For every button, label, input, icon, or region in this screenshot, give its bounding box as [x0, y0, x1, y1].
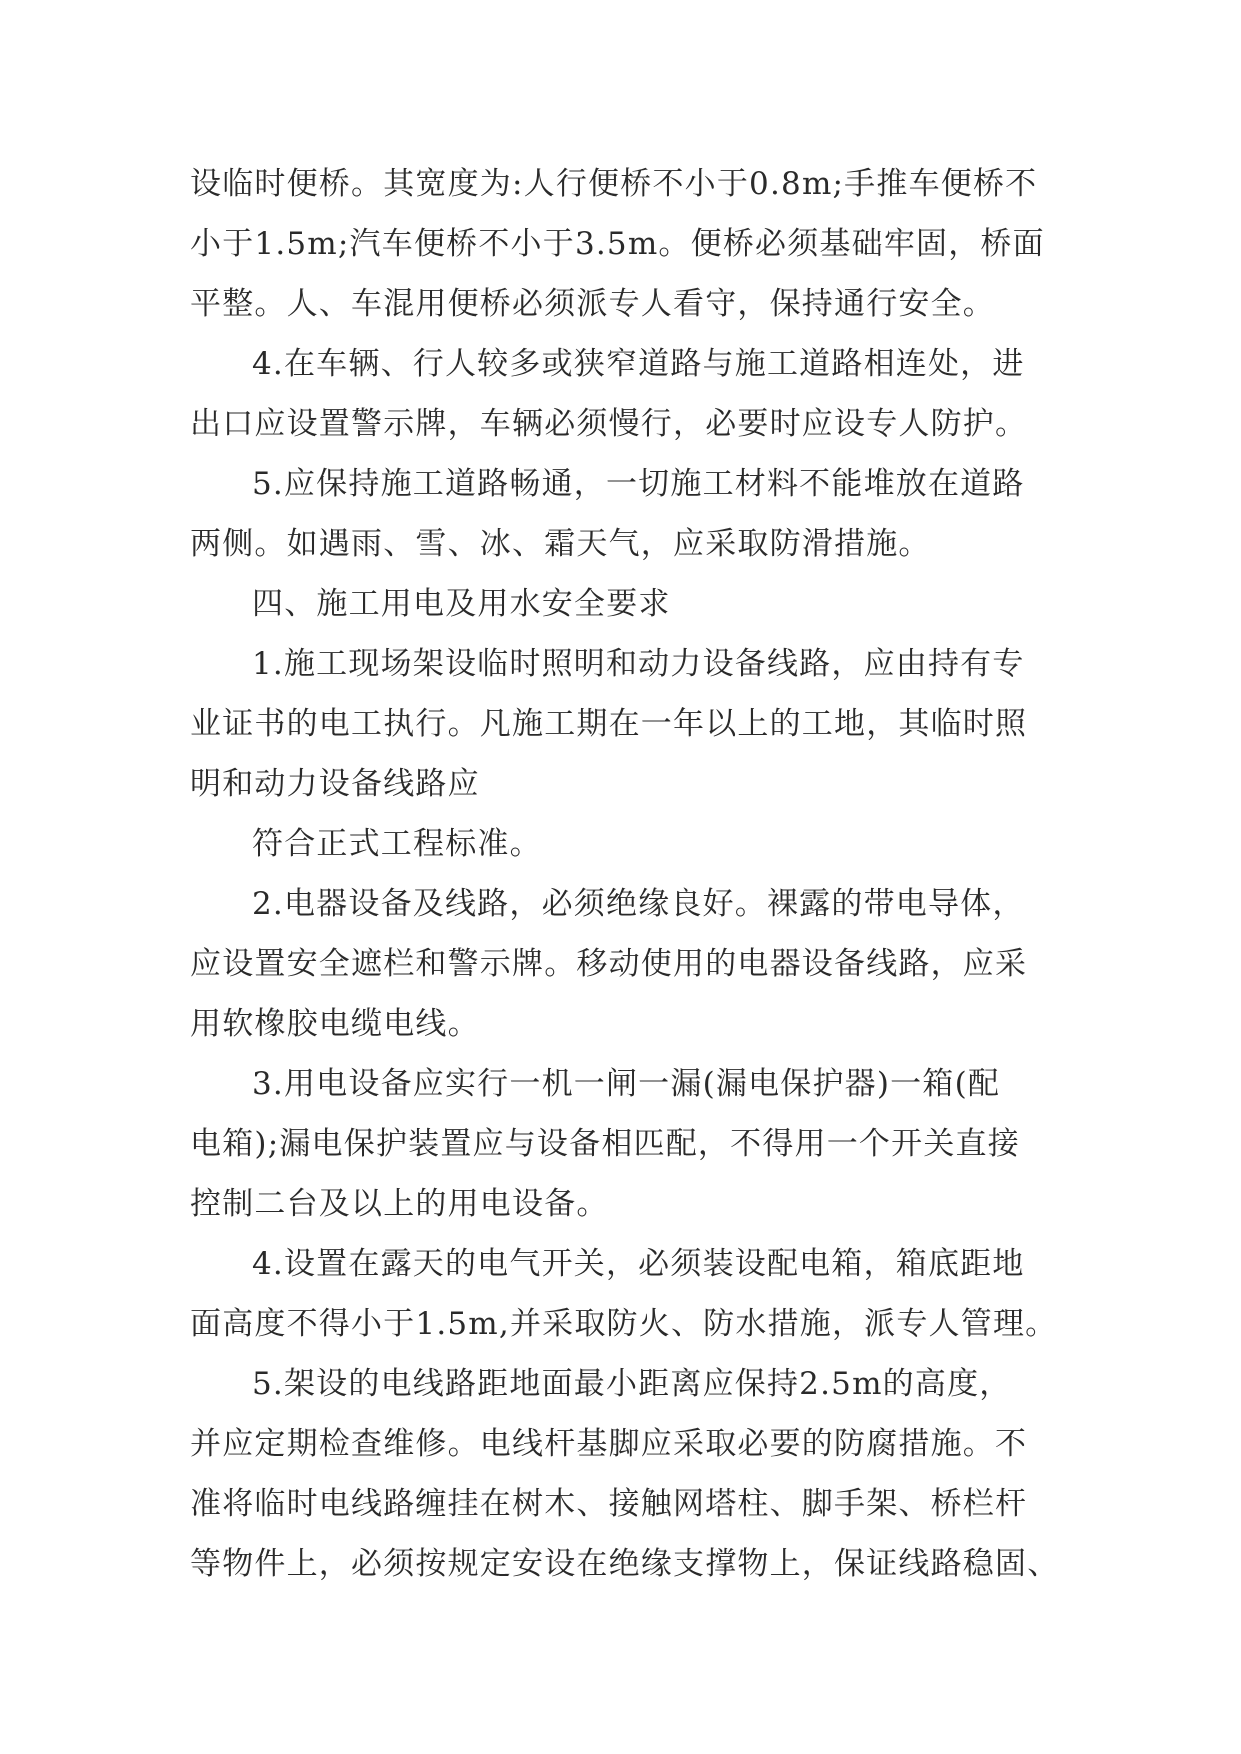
text-line: 2.电器设备及线路，必须绝缘良好。裸露的带电导体，	[252, 886, 1025, 922]
text-line: 两侧。如遇雨、雪、冰、霜天气，应采取防滑措施。	[190, 526, 931, 562]
text-line: 控制二台及以上的用电设备。	[190, 1186, 609, 1222]
text-line: 准将临时电线路缠挂在树木、接触网塔柱、脚手架、桥栏杆	[190, 1486, 1028, 1522]
text-line: 明和动力设备线路应	[190, 766, 480, 802]
text-line: 4.设置在露天的电气开关，必须装设配电箱，箱底距地	[252, 1246, 1025, 1282]
text-line: 4.在车辆、行人较多或狭窄道路与施工道路相连处，进	[252, 346, 1025, 382]
text-line: 5.应保持施工道路畅通，一切施工材料不能堆放在道路	[252, 466, 1025, 502]
text-line: 3.用电设备应实行一机一闸一漏(漏电保护器)一箱(配	[252, 1066, 1001, 1102]
text-line: 用软橡胶电缆电线。	[190, 1006, 480, 1042]
text-line: 设临时便桥。其宽度为:人行便桥不小于0.8m;手推车便桥不	[190, 166, 1038, 202]
text-line: 业证书的电工执行。凡施工期在一年以上的工地，其临时照	[190, 706, 1028, 742]
text-line: 电箱);漏电保护装置应与设备相匹配，不得用一个开关直接	[190, 1126, 1020, 1162]
text-line: 并应定期检查维修。电线杆基脚应采取必要的防腐措施。不	[190, 1426, 1028, 1462]
text-line: 应设置安全遮栏和警示牌。移动使用的电器设备线路，应采	[190, 946, 1028, 982]
text-line: 1.施工现场架设临时照明和动力设备线路，应由持有专	[252, 646, 1025, 682]
text-line: 四、施工用电及用水安全要求	[252, 586, 671, 622]
text-line: 面高度不得小于1.5m,并采取防火、防水措施，派专人管理。	[190, 1306, 1058, 1342]
document-body	[190, 154, 1060, 1594]
text-line: 平整。人、车混用便桥必须派专人看守，保持通行安全。	[190, 286, 995, 322]
text-line: 等物件上，必须按规定安设在绝缘支撑物上，保证线路稳固、	[190, 1546, 1060, 1582]
text-line: 小于1.5m;汽车便桥不小于3.5m。便桥必须基础牢固，桥面	[190, 226, 1045, 262]
text-line: 5.架设的电线路距地面最小距离应保持2.5m的高度，	[252, 1366, 1012, 1402]
text-line: 符合正式工程标准。	[252, 826, 542, 862]
text-line: 出口应设置警示牌，车辆必须慢行，必要时应设专人防护。	[190, 406, 1028, 442]
